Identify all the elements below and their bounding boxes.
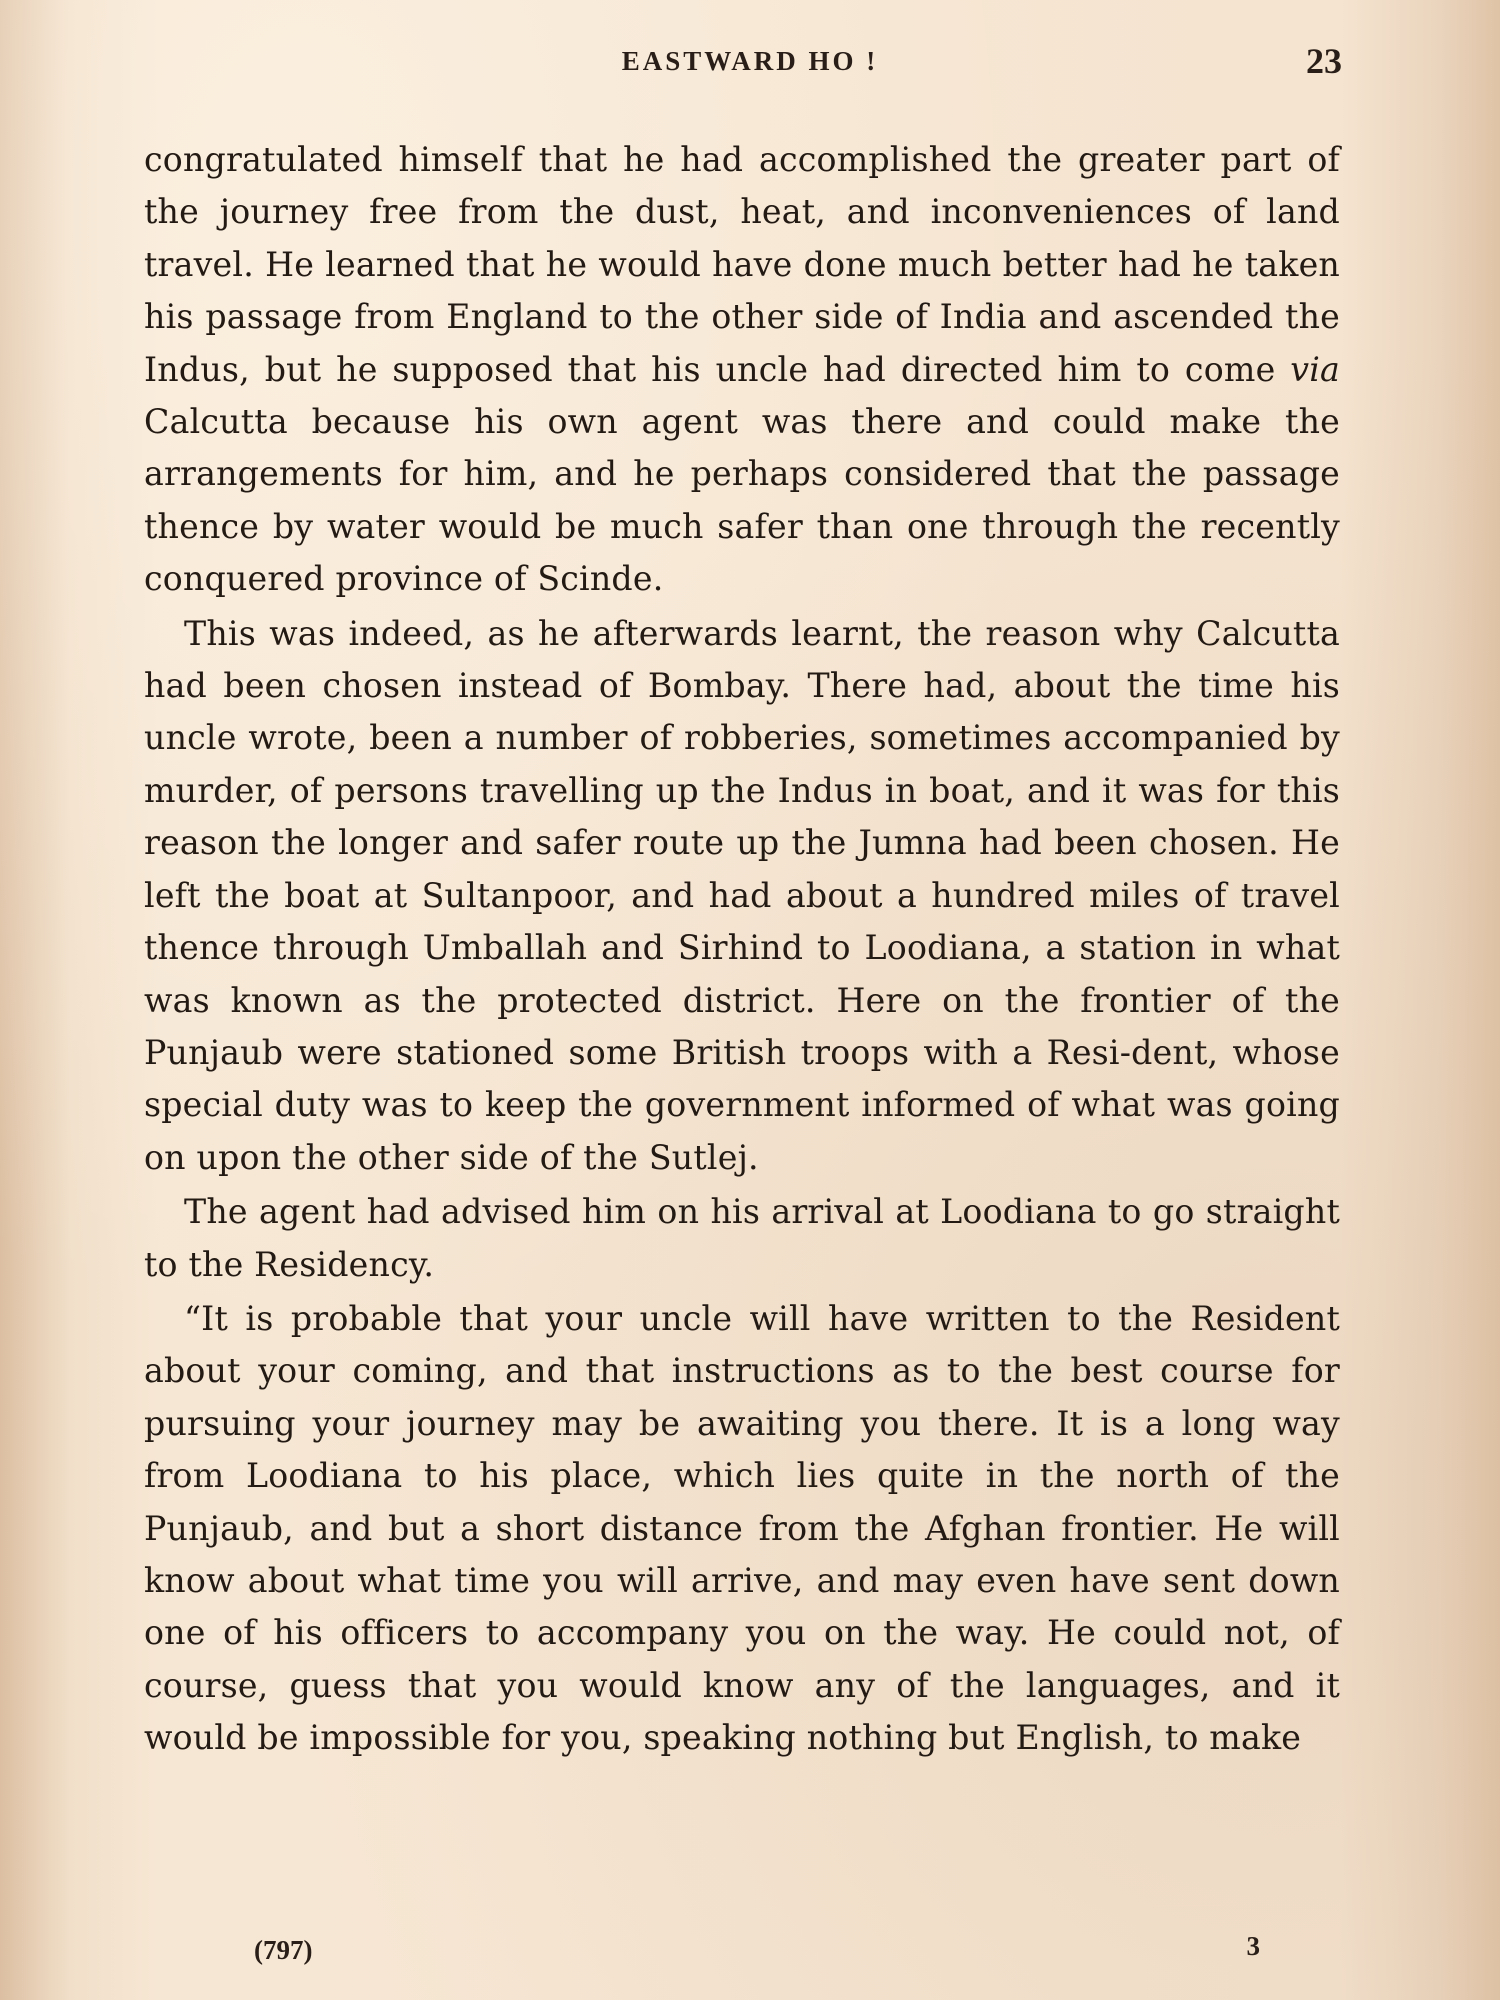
paragraph-1 [144, 134, 1340, 606]
paragraph-1-text-before: congratulated himself that he had accomplished the greater part of the journey free from the dust, heat, and inconveniences of land travel. He learned that he would have done much better had he taken his passage from England to the other side of India and ascended the Indus, but he supposed that his uncle had directed him to come [144, 140, 1340, 389]
paragraph-2: This was indeed, as he afterwards learnt, the reason why Calcutta had been chosen instead of Bombay. There had, about the time his uncle wrote, been a number of robberies, sometimes accompanied by murder, of persons travelling up the Indus in boat, and it was for this reason the longer and safer route up the Jumna had been chosen. He left the boat at Sultanpoor, and had about a hundred miles of travel thence through Umballah and Sirhind to Loodiana, a station in what was known as the protected district. Here on the frontier of the Punjaub were stationed some British troops with a Resi-dent, whose special duty was to keep the government informed of what was going on upon the other side of the Sutlej. [144, 613, 1340, 1177]
paragraph-4: “It is probable that your uncle will have written to the Resident about your coming, and that instructions as to the best course for pursuing your journey may be awaiting you there. It is a long way from Loodiana to his place, which lies quite in the north of the Punjaub, and but a short distance from the Afghan frontier. He will know about what time you will arrive, and may even have sent down one of his officers to accompany you on the way. He could not, of course, guess that you would know any of the languages, and it would be impossible for you, speaking nothing but English, to make [144, 1298, 1340, 1758]
printer-mark: (797) [254, 1935, 313, 1965]
paragraph-1-text-after: Calcutta because his own agent was there and could make the arrangements for him, and he perhaps considered that the passage thence by water would be much safer than one through the recently conquered province of Scinde. [144, 402, 1340, 599]
paragraph-1-emphasis: via [1290, 349, 1340, 389]
running-title: EASTWARD HO ! [621, 46, 879, 76]
page-number: 23 [1306, 41, 1342, 81]
paragraph-3: The agent had advised him on his arrival at Loodiana to go straight to the Residency. [144, 1192, 1340, 1284]
signature-number: 3 [1246, 1931, 1260, 1961]
body-text [144, 134, 1340, 1765]
